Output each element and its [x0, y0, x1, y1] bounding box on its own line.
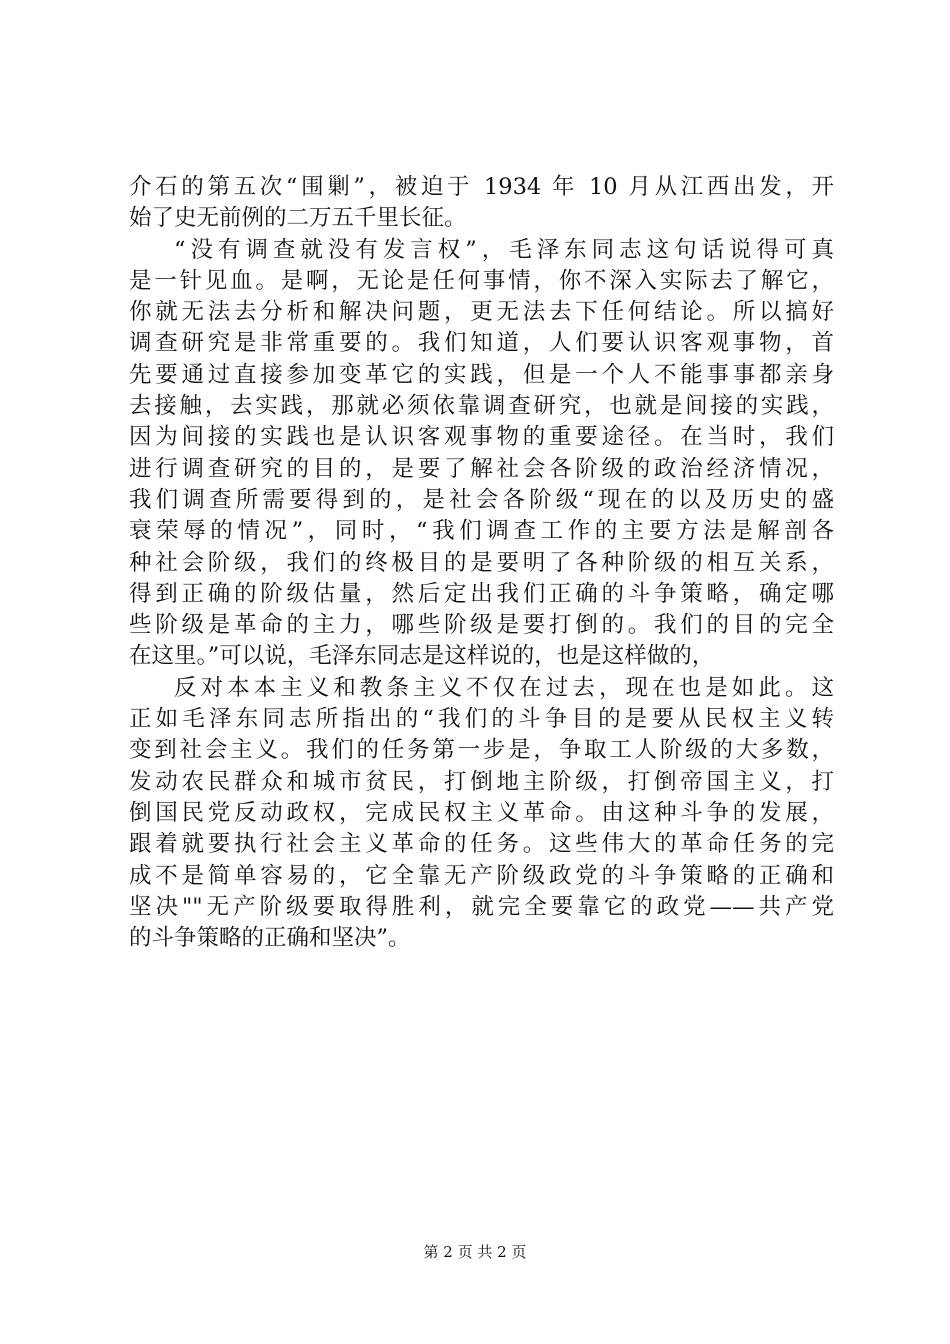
text-line: 因为间接的实践也是认识客观事物的重要途径。在当时，我们 — [129, 424, 834, 451]
text-line: 变到社会主义。我们的任务第一步是，争取工人阶级的大多数， — [129, 737, 834, 764]
text-line: 我们调查所需要得到的，是社会各阶级“现在的以及历史的盛 — [129, 486, 834, 513]
text-line: 你就无法去分析和解决问题，更无法去下任何结论。所以搞好 — [129, 299, 834, 326]
paragraph-first-line: 反对本本主义和教条主义不仅在过去，现在也是如此。这 — [174, 674, 834, 701]
text-line: 衰荣辱的情况”，同时，“我们调查工作的主要方法是解剖各 — [129, 518, 834, 545]
text-line: 倒国民党反动政权，完成民权主义革命。由这种斗争的发展， — [129, 799, 834, 826]
text-line: 正如毛泽东同志所指出的“我们的斗争目的是要从民权主义转 — [129, 706, 834, 733]
text-line: 介石的第五次“围剿”，被迫于 1934 年 10 月从江西出发，开 — [129, 174, 834, 200]
document-body — [129, 172, 834, 954]
text-line: 些阶级是革命的主力，哪些阶级是要打倒的。我们的目的完全 — [129, 612, 834, 639]
text-line: 调查研究是非常重要的。我们知道，人们要认识客观事物，首 — [129, 330, 834, 357]
text-line: 进行调查研究的目的，是要了解社会各阶级的政治经济情况， — [129, 455, 834, 482]
text-line: 跟着就要执行社会主义革命的任务。这些伟大的革命任务的完 — [129, 831, 834, 858]
text-line: 坚决""无产阶级要取得胜利，就完全要靠它的政党——共产党 — [129, 893, 834, 920]
text-line: 得到正确的阶级估量，然后定出我们正确的斗争策略，确定哪 — [129, 580, 834, 607]
paragraph-first-line: “没有调查就没有发言权”，毛泽东同志这句话说得可真 — [174, 236, 834, 263]
text-line: 去接触，去实践，那就必须依靠调查研究，也就是间接的实践， — [129, 393, 834, 420]
text-line: 种社会阶级，我们的终极目的是要明了各种阶级的相互关系， — [129, 549, 834, 576]
text-line: 是一针见血。是啊，无论是任何事情，你不深入实际去了解它， — [129, 267, 834, 294]
text-line: 始了史无前例的二万五千里长征。 — [129, 205, 467, 232]
text-line: 先要通过直接参加变革它的实践，但是一个人不能事事都亲身 — [129, 361, 834, 388]
page-number-footer: 第 2 页 共 2 页 — [423, 1243, 527, 1261]
text-line: 的斗争策略的正确和坚决”。 — [129, 925, 411, 952]
text-line: 发动农民群众和城市贫民，打倒地主阶级，打倒帝国主义，打 — [129, 768, 834, 795]
text-line: 在这里。”可以说，毛泽东同志是这样说的，也是这样做的， — [129, 643, 715, 670]
text-line: 成不是简单容易的，它全靠无产阶级政党的斗争策略的正确和 — [129, 862, 834, 889]
